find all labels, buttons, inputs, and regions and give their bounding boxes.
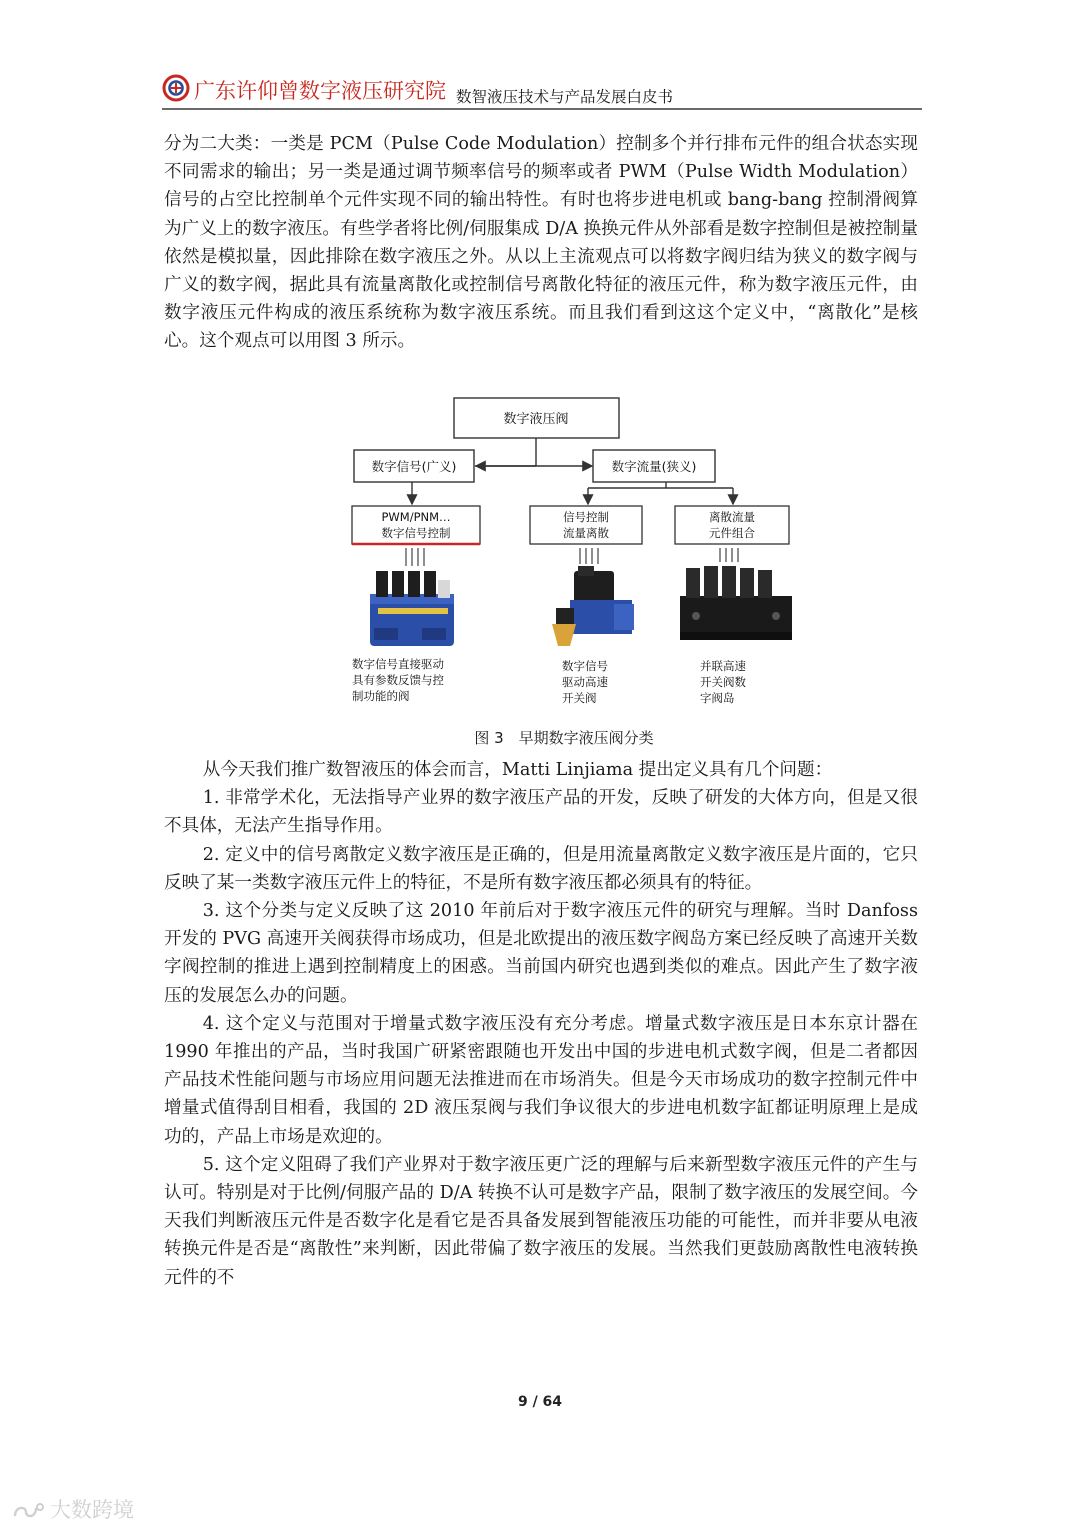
organization-name: 广东许仰曾数字液压研究院 — [194, 79, 446, 103]
institute-logo-icon — [162, 74, 190, 102]
main-text-block — [164, 756, 918, 1292]
point-1-paragraph: 1. 非常学术化，无法指导产业界的数字液压产品的开发，反映了研发的大体方向，但是又很不具体，无法产生指导作用。 — [164, 788, 918, 837]
category-1-line-2: 数字信号控制 — [381, 526, 451, 540]
desc-3-line-1: 并联高速 — [700, 659, 746, 673]
desc-1-line-3: 制功能的阀 — [352, 689, 410, 703]
category-3-line-1: 离散流量 — [709, 510, 755, 524]
watermark-text: 大数跨境 — [50, 1498, 134, 1522]
page-header — [162, 72, 922, 112]
digital-valve-island-image — [680, 566, 792, 640]
category-3-line-2: 元件组合 — [709, 526, 755, 540]
point-3-paragraph: 3. 这个分类与定义反映了这 2010 年前后对于数字液压元件的研究与理解。当时 Danfoss 开发的 PVG 高速开关阀获得市场成功，但是北欧提出的液压数字阀岛方案已经反映了高速开关数字阀控制的推进上遇到控制精度上的困惑。当前国内研究也遇到类似的难点。因此产生了数字液压的发展怎么办的问题。 — [164, 901, 918, 1006]
point-5-paragraph: 5. 这个定义阻碍了我们产业界对于数字液压更广泛的理解与后来新型数字液压元件的产生与认可。特别是对于比例/伺服产品的 D/A 转换不认可是数字产品，限制了数字液压的发展空间。今天我们判断液压元件是否数字化是看它是否具备发展到智能液压功能的可能性，而并非要从电液转换元件是否是“离散性”来判断，因此带偏了数字液压的发展。当然我们更鼓励离散性电液转换元件的不 — [164, 1154, 918, 1288]
node-left-branch-label: 数字信号(广义) — [371, 459, 457, 474]
watermark — [12, 1494, 134, 1524]
figure-caption: 图 3 早期数字液压阀分类 — [474, 729, 654, 747]
figure-3-valve-classification — [330, 396, 798, 714]
lead-paragraph: 从今天我们推广数智液压的体会而言，Matti Linjiama 提出定义具有几个问题： — [202, 760, 833, 780]
point-4-paragraph: 4. 这个定义与范围对于增量式数字液压没有充分考虑。增量式数字液压是日本东京计器在 1990 年推出的产品，当时我国广研紧密跟随也开发出中国的步进电机式数字阀，但是二者都因产品技术性能问题与市场应用问题无法推进而在市场消失。但是今天市场成功的数字控制元件中增量式值得刮目相看，我国的 2D 液压泵阀与我们争议很大的步进电机数字缸都证明原理上是成功的，产品上市场是欢迎的。 — [164, 1013, 918, 1147]
signal-wires — [406, 548, 738, 566]
node-top-label: 数字液压阀 — [503, 412, 569, 427]
desc-2-line-3: 开关阀 — [562, 691, 597, 705]
desc-2-line-2: 驱动高速 — [562, 675, 608, 689]
category-2-line-1: 信号控制 — [563, 510, 609, 524]
desc-1-line-1: 数字信号直接驱动 — [352, 657, 444, 671]
document-title: 数智液压技术与产品发展白皮书 — [456, 88, 674, 106]
pwm-valve-stack-image — [370, 571, 454, 646]
point-2-paragraph: 2. 定义中的信号离散定义数字液压是正确的，但是用流量离散定义数字液压是片面的，它只反映了某一类数字液压元件上的特征，不是所有数字液压都必须具有的特征。 — [164, 844, 918, 893]
watermark-logo-icon — [12, 1500, 46, 1522]
desc-3-line-2: 开关阀数 — [700, 675, 746, 689]
desc-3-line-3: 字阀岛 — [700, 691, 735, 705]
intro-text-block — [164, 130, 918, 356]
page-number: 9 / 64 — [517, 1394, 563, 1410]
category-1-line-1: PWM/PNM… — [381, 510, 451, 524]
category-2-line-2: 流量离散 — [563, 526, 609, 540]
high-speed-switch-valve-image — [552, 566, 634, 646]
desc-2-line-1: 数字信号 — [562, 659, 608, 673]
intro-paragraph: 分为二大类：一类是 PCM（Pulse Code Modulation）控制多个并行排布元件的组合状态实现不同需求的输出；另一类是通过调节频率信号的频率或者 PWM（Pulse Width Modulation）信号的占空比控制单个元件实现不同的输出特性。有时也将步进电机或 bang-bang 控制滑阀算为广义上的数字液压。有些学者将比例/伺服集成 D/A 换换元件从外部看是数字控制但是被控制量依然是模拟量，因此排除在数字液压之外。从以上主流观点可以将数字阀归结为狭义的数字阀与广义的数字阀，据此具有流量离散化或控制信号离散化特征的液压元件，称为数字液压元件，由数字液压元件构成的液压系统称为数字液压系统。而且我们看到这这个定义中，“离散化”是核心。这个观点可以用图 3 所示。 — [164, 134, 918, 352]
node-right-branch-label: 数字流量(狭义) — [611, 459, 697, 474]
desc-1-line-2: 具有参数反馈与控 — [352, 673, 444, 687]
header-divider — [162, 108, 922, 110]
